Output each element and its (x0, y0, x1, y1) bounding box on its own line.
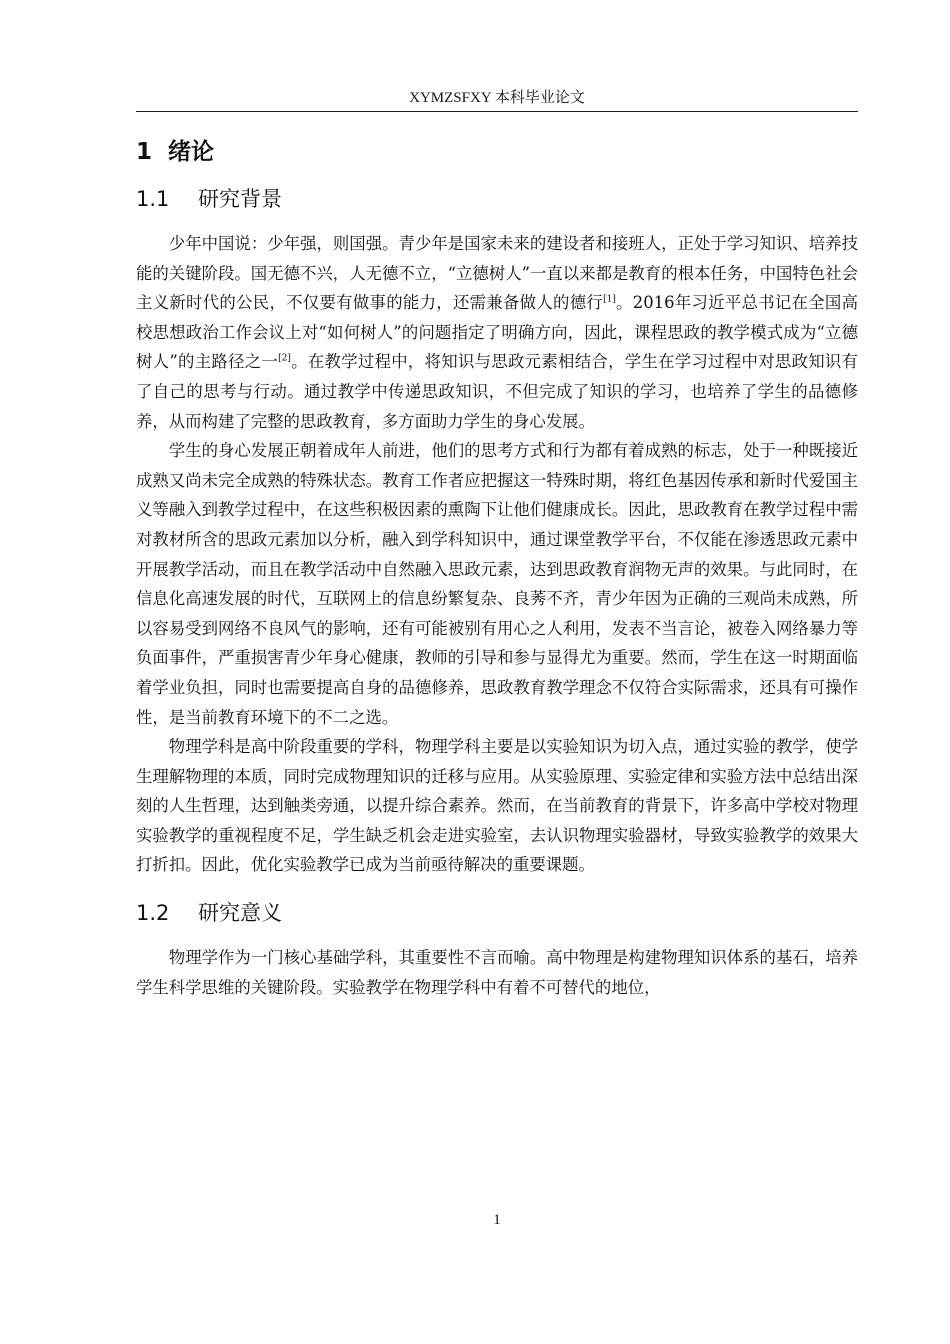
body-paragraph: 学生的身心发展正朝着成年人前进，他们的思考方式和行为都有着成熟的标志，处于一种既接近成熟又尚未完全成熟的特殊状态。教育工作者应把握这一特殊时期，将红色基因传承和新时代爱国主义等融入到教学过程中，在这些积极因素的熏陶下让他们健康成长。因此，思政教育在教学过程中需对教材所含的思政元素加以分析，融入到学科知识中，通过课堂教学平台，不仅能在渗透思政元素中开展教学活动，而且在教学活动中自然融入思政元素，达到思政教育润物无声的效果。与此同时，在信息化高速发展的时代，互联网上的信息纷繁复杂、良莠不齐，青少年因为正确的三观尚未成熟，所以容易受到网络不良风气的影响，还有可能被别有用心之人利用，发表不当言论，被卷入网络暴力等负面事件，严重损害青少年身心健康，教师的引导和参与显得尤为重要。然而，学生在这一时期面临着学业负担，同时也需要提高自身的品德修养，思政教育教学理念不仅符合实际需求，还具有可操作性，是当前教育环境下的不二之选。 (136, 441, 858, 727)
paragraph-text: 。2016年习近平总书记在全国高校思想政治工作会议上对“如何树人”的问题指定了明确方向，因此，课程思政的教学模式成为“立德树人”的主路径之一 (136, 293, 859, 372)
citation: [1] (603, 294, 616, 305)
section-heading (136, 890, 858, 940)
section-title: 研究意义 (198, 901, 282, 926)
body-paragraph: 物理学科是高中阶段重要的学科，物理学科主要是以实验知识为切入点，通过实验的教学，使学生理解物理的本质，同时完成物理知识的迁移与应用。从实验原理、实验定律和实验方法中总结出深刻的人生哲理，达到触类旁通，以提升综合素养。然而，在当前教育的背景下，许多高中学校对物理实验教学的重视程度不足，学生缺乏机会走进实验室，去认识物理实验器材，导致实验教学的效果大打折扣。因此，优化实验教学已成为当前亟待解决的重要课题。 (136, 737, 858, 875)
section-number: 1.2 (136, 901, 170, 926)
running-header: XYMZSFXY 本科毕业论文 (409, 90, 585, 106)
body-paragraph: 物理学作为一门核心基础学科，其重要性不言而喻。高中物理是构建物理知识体系的基石，培养学生科学思维的关键阶段。实验教学在物理学科中有着不可替代的地位， (136, 948, 858, 997)
page-body (136, 128, 858, 1002)
section-number: 1.1 (136, 187, 170, 211)
paragraph-text: 。在教学过程中，将知识与思政元素相结合，学生在学习过程中对思政知识有了自己的思考与行动。通过教学中传递思政知识，不但完成了知识的学习，也培养了学生的品德修养，从而构建了完整的思政教育，多方面助力学生的身心发展。 (136, 352, 859, 431)
chapter-title: 绪论 (168, 139, 215, 165)
section-heading (136, 176, 858, 226)
citation: [2] (278, 353, 291, 364)
chapter-heading (136, 128, 858, 176)
header-rule (136, 111, 858, 112)
page-number: 1 (493, 1212, 501, 1228)
paragraph-text: 少年中国说：少年强，则国强。青少年是国家未来的建设者和接班人，正处于学习知识、培养技能的关键阶段。国无德不兴，人无德不立，“立德树人”一直以来都是教育的根本任务，中国特色社会主义新时代的公民，不仅要有做事的能力，还需兼备做人的德行 (136, 234, 858, 313)
body-paragraph (136, 229, 858, 436)
section-title: 研究背景 (198, 187, 282, 211)
chapter-number: 1 (136, 139, 153, 165)
